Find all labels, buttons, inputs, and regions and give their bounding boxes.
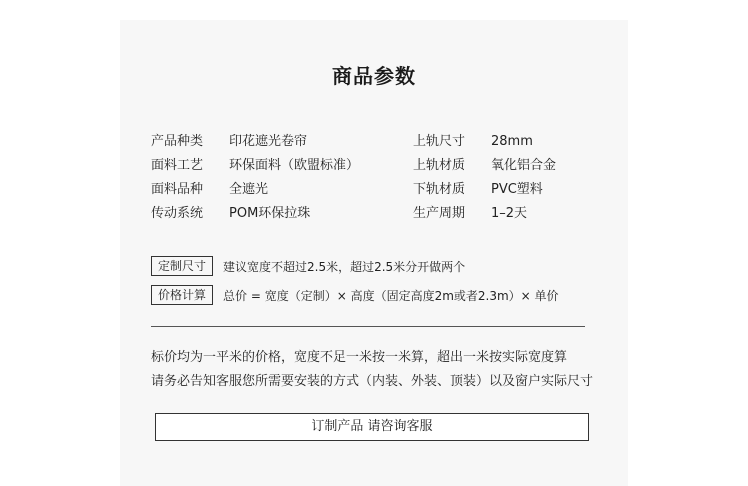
page-title: 商品参数 — [332, 64, 416, 88]
param-key: 下轨材质 — [413, 182, 466, 197]
param-value: 印花遮光卷帘 — [229, 134, 308, 149]
param-row — [413, 154, 556, 173]
param-value: 全遮光 — [229, 182, 269, 197]
param-key: 产品种类 — [151, 134, 204, 149]
custom-size-label: 定制尺寸 — [151, 256, 213, 276]
divider — [151, 326, 585, 327]
param-value: PVC塑料 — [491, 182, 543, 197]
contact-service-button[interactable]: 订制产品 请咨询客服 — [155, 413, 589, 441]
param-value: 环保面料（欧盟标准） — [229, 158, 360, 173]
param-key: 上轨尺寸 — [413, 134, 466, 149]
note-line: 标价均为一平米的价格，宽度不足一米按一米算，超出一米按实际宽度算 — [151, 350, 568, 365]
param-row — [151, 154, 359, 173]
param-row — [413, 130, 533, 149]
custom-size-text: 建议宽度不超过2.5米，超过2.5米分开做两个 — [223, 259, 466, 274]
param-row — [151, 202, 310, 221]
param-row — [151, 178, 268, 197]
param-key: 面料品种 — [151, 182, 204, 197]
price-calc-text: 总价 = 宽度（定制）× 高度（固定高度2m或者2.3m）× 单价 — [223, 288, 559, 303]
param-value: 氧化铝合金 — [491, 158, 557, 173]
param-value: 1–2天 — [491, 206, 528, 221]
param-key: 面料工艺 — [151, 158, 204, 173]
param-value: POM环保拉珠 — [229, 206, 311, 221]
param-row — [413, 178, 543, 197]
price-calc-row — [151, 285, 559, 305]
price-calc-label: 价格计算 — [151, 285, 213, 305]
custom-size-row — [151, 256, 465, 276]
param-row — [151, 130, 307, 149]
param-value: 28mm — [491, 134, 533, 149]
note-line: 请务必告知客服您所需要安装的方式（内装、外装、顶装）以及窗户实际尺寸 — [151, 374, 594, 389]
param-key: 生产周期 — [413, 206, 466, 221]
param-key: 上轨材质 — [413, 158, 466, 173]
param-key: 传动系统 — [151, 206, 204, 221]
param-row — [413, 202, 527, 221]
